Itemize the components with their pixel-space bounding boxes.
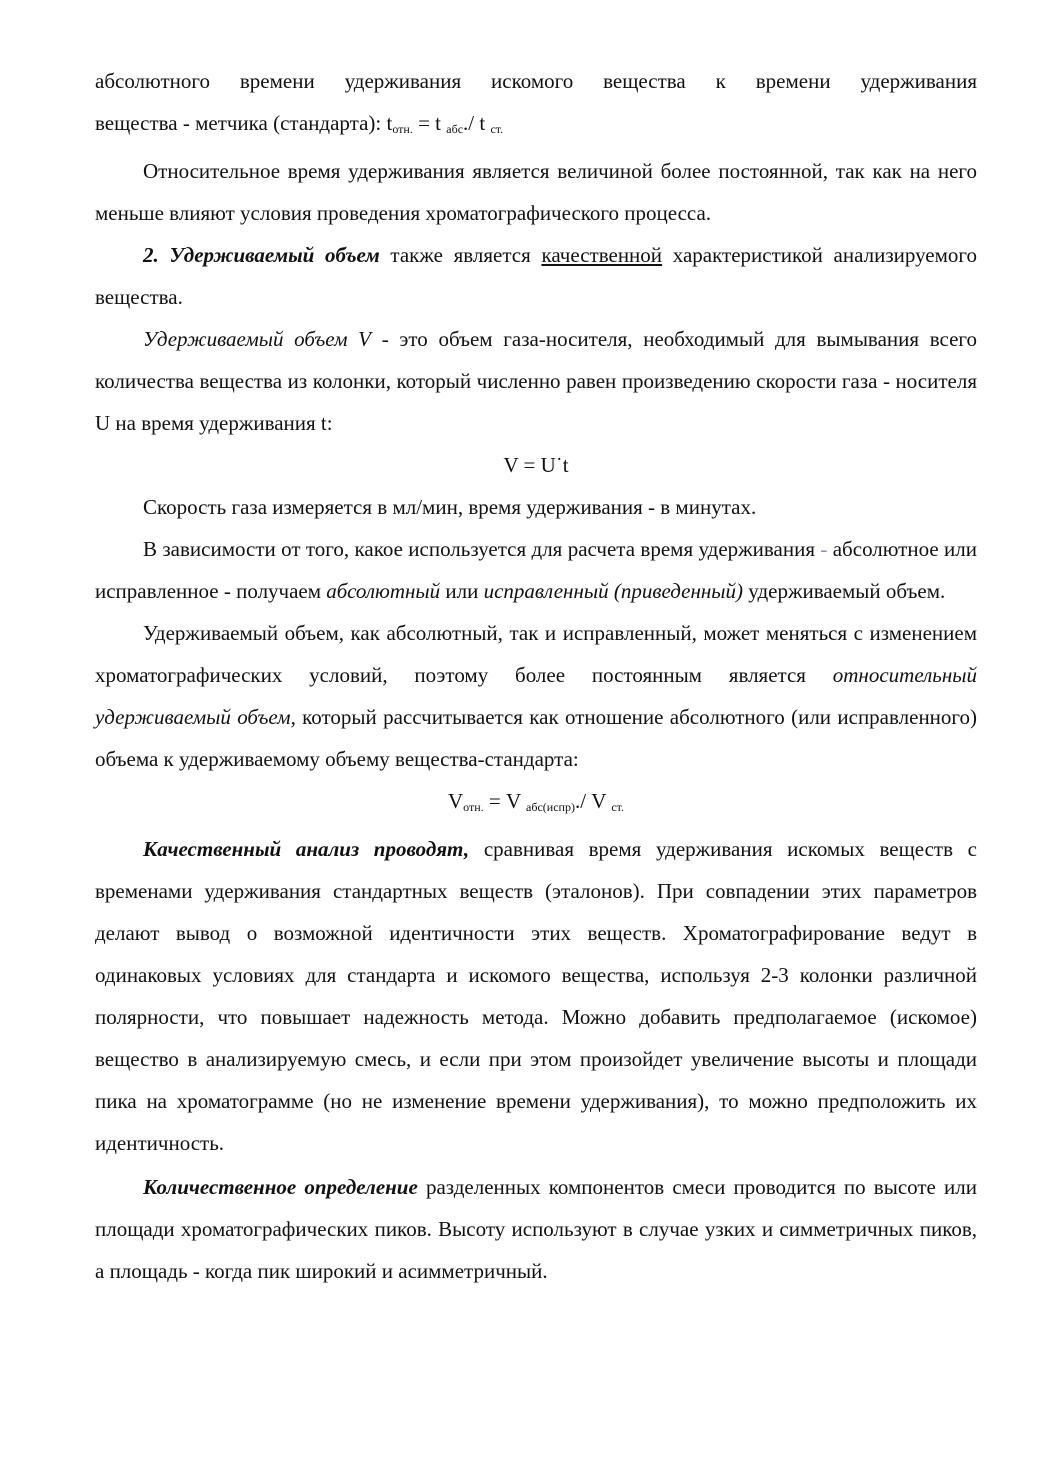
text-span: также является xyxy=(379,243,542,267)
paragraph-continuation-line2 xyxy=(95,102,977,150)
accent-dash: - xyxy=(820,537,828,561)
paragraph-retention-volume-heading xyxy=(95,234,977,318)
text-span: удерживаемый объем. xyxy=(743,579,946,603)
text-span: характеристикой анализируемого вещества. xyxy=(95,243,977,309)
italic-term: относительный удерживаемый объем, xyxy=(95,663,977,729)
text-span: сравнивая время удерживания искомых веществ с временами удерживания стандартных веществ (эталонов). При совпадении этих параметров делают вывод о возможной идентичности этих веществ. Хроматографирование ведут в одинаковых условиях для стандарта и искомого вещества, используя 2-3 колонки различной полярности, что повышает надежность метода. Можно добавить предполагаемое (искомое) вещество в анализируемую смесь, и если при этом произойдет увеличение высоты и площади пика на хроматограмме (но не изменение времени удерживания), то можно предположить их идентичность. xyxy=(95,837,977,1155)
underlined-word: качественной xyxy=(541,243,663,267)
subscript: отн. xyxy=(392,122,413,136)
text-span: = V xyxy=(483,789,527,813)
italic-term: Удерживаемый объем V xyxy=(143,327,372,351)
text-span: - это объем газа-носителя, необходимый для вымывания всего количества вещества из колонки, который численно равен произведению скорости газа - носителя U на время удерживания t: xyxy=(95,327,977,435)
text-span: ./ t xyxy=(463,111,491,135)
text-span: вещества - метчика (стандарта): t xyxy=(95,111,393,135)
bold-italic-term: Количественное определение xyxy=(143,1175,418,1199)
section-term: Удерживаемый объем xyxy=(169,243,380,267)
bold-italic-term: Качественный анализ проводят, xyxy=(143,837,470,861)
paragraph-qualitative-analysis xyxy=(95,828,977,1164)
subscript: ст. xyxy=(490,122,504,136)
document-page xyxy=(95,60,977,1292)
text-span: V xyxy=(447,789,464,813)
subscript: абс xyxy=(446,122,464,136)
text-span: абсолютного времени удерживания искомого вещества к времени удерживания xyxy=(95,69,977,93)
italic-term: абсолютный xyxy=(326,579,441,603)
paragraph-relative-time: Относительное время удерживания является величиной более постоянной, так как на него меньше влияют условия проведения хроматографического процесса. xyxy=(95,159,977,225)
section-number: 2. xyxy=(143,243,170,267)
subscript: ст. xyxy=(611,800,625,814)
subscript: отн. xyxy=(463,800,484,814)
text-span: Удерживаемый объем, как абсолютный, так и исправленный, может меняться с изменением хроматографических условий, поэтому более постоянным является xyxy=(95,621,977,687)
paragraph-absolute-corrected xyxy=(95,528,977,612)
paragraph-retention-volume-definition xyxy=(95,318,977,444)
paragraph-gas-speed: Скорость газа измеряется в мл/мин, время удерживания - в минутах. xyxy=(143,495,757,519)
subscript: абс(испр) xyxy=(526,800,575,814)
text-span: абсолютное или исправленное - получаем xyxy=(95,537,977,603)
italic-term: исправленный (приведенный) xyxy=(483,579,744,603)
text-span: или xyxy=(440,579,484,603)
formula-volume: V = U˙t xyxy=(503,453,569,477)
text-span: = t xyxy=(412,111,447,135)
paragraph-relative-volume xyxy=(95,612,977,780)
text-span: ./ V xyxy=(574,789,612,813)
formula-relative-volume xyxy=(95,780,977,828)
text-span: разделенных компонентов смеси проводится по высоте или площади хроматографических пиков. Высоту используют в случае узких и симметричных пиков, а площадь - когда пик широкий и асимметричный. xyxy=(95,1175,977,1283)
paragraph-quantitative-determination xyxy=(95,1166,977,1292)
text-span: В зависимости от того, какое используется для расчета время удерживания xyxy=(143,537,821,561)
paragraph-continuation-line1 xyxy=(95,60,977,102)
text-span: который рассчитывается как отношение абсолютного (или исправленного) объема к удерживаемому объему вещества-стандарта: xyxy=(95,705,977,771)
